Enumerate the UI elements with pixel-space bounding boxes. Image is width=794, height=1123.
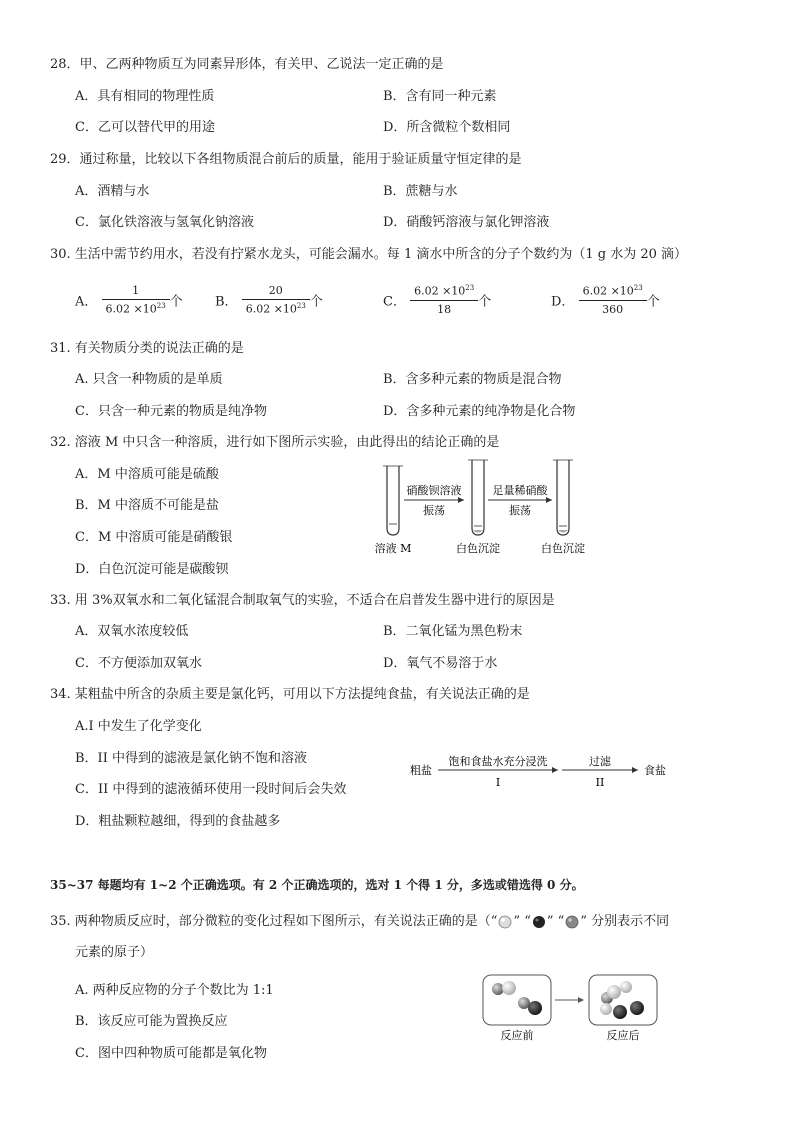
section-instructions: 35~37 每题均有 1~2 个正确选项。有 2 个正确选项的，选对 1 个得 1 分，多选或错选得 0 分。 [50, 878, 584, 892]
q30-option-a-label: A． [75, 294, 98, 310]
fraction-numerator: 20 [242, 284, 310, 300]
reagent-1-label: 硝酸钡溶液 [406, 484, 462, 497]
q30-option-d-label: D． [551, 294, 575, 310]
light-grey-atom-icon [497, 915, 513, 929]
unit: 个 [169, 294, 183, 310]
step-1-label: 饱和食盐水充分浸洗 [448, 755, 548, 768]
q32-option-c: C．M 中溶质可能是硝酸银 [75, 530, 233, 545]
q30-option-c-fraction [410, 284, 478, 316]
q29-option-b: B．蔗糖与水 [383, 184, 458, 199]
q32-option-a: A．M 中溶质可能是硫酸 [75, 467, 219, 482]
exponent: 23 [296, 302, 306, 310]
before-box [483, 975, 551, 1025]
exponent: 23 [465, 284, 475, 292]
unit: 个 [478, 294, 492, 310]
denominator-base: 6.02 ×10 [245, 302, 297, 316]
numerator-base: 6.02 ×10 [582, 284, 634, 298]
question-31-stem: 31. 有关物质分类的说法正确的是 [50, 341, 244, 356]
q29-option-d: D．硝酸钙溶液与氯化钾溶液 [383, 215, 550, 230]
q31-option-b: B．含多种元素的物质是混合物 [383, 372, 562, 387]
denominator-base: 6.02 ×10 [105, 302, 157, 316]
fraction-denominator: 360 [602, 302, 624, 316]
shake-2-label: 振荡 [509, 504, 531, 517]
q33-option-d: D．氧气不易溶于水 [383, 656, 498, 671]
q34-purification-flow [410, 752, 700, 794]
q28-option-c: C．乙可以替代甲的用途 [75, 120, 215, 135]
q35-stem-separator: ” “ [513, 914, 531, 929]
tube-2-label: 白色沉淀 [456, 542, 500, 555]
test-tube-2 [472, 460, 484, 535]
q31-option-c: C．只含一种元素的物质是纯净物 [75, 404, 267, 419]
shake-1-label: 振荡 [423, 504, 445, 517]
unit: 个 [309, 294, 323, 310]
question-35-stem [50, 913, 669, 931]
q34-option-b: B．II 中得到的滤液是氯化钠不饱和溶液 [75, 751, 307, 766]
q33-option-a: A．双氧水浓度较低 [75, 624, 189, 639]
fraction-denominator [102, 300, 170, 316]
step-2-label: 过滤 [589, 755, 611, 768]
exponent: 23 [633, 284, 643, 292]
question-28-stem: 28．甲、乙两种物质互为同素异形体，有关甲、乙说法一定正确的是 [50, 57, 444, 72]
q32-option-b: B．M 中溶质不可能是盐 [75, 498, 219, 513]
q29-option-a: A．酒精与水 [75, 184, 150, 199]
q35-stem-part-1: 35. 两种物质反应时，部分微粒的变化过程如下图所示，有关说法正确的是（“ [50, 914, 498, 929]
q35-reaction-diagram [480, 972, 662, 1044]
q30-option-b-fraction [242, 284, 310, 316]
tube-1-label: 溶液 M [374, 542, 412, 555]
q35-stem-part-2: ” 分别表示不同 [580, 914, 670, 929]
q32-experiment-diagram [370, 456, 600, 560]
tube-3-label: 白色沉淀 [541, 542, 585, 555]
q34-option-c: C．II 中得到的滤液循环使用一段时间后会失效 [75, 782, 347, 797]
q31-option-a: A. 只含一种物质的是单质 [75, 372, 223, 387]
test-tube-3 [557, 460, 569, 535]
step-1-numeral: I [495, 776, 501, 789]
q28-option-d: D．所含微粒个数相同 [383, 120, 511, 135]
flow-end-label: 食盐 [644, 764, 666, 777]
q30-option-c-label: C． [383, 294, 406, 310]
q30-option-b [215, 284, 323, 316]
question-34-stem: 34. 某粗盐中所含的杂质主要是氯化钙，可用以下方法提纯食盐，有关说法正确的是 [50, 687, 530, 702]
q30-option-a-fraction [102, 284, 170, 316]
question-29-stem: 29．通过称量，比较以下各组物质混合前后的质量，能用于验证质量守恒定律的是 [50, 152, 522, 167]
exponent: 23 [156, 302, 166, 310]
q30-option-d-fraction [579, 284, 647, 316]
fraction-denominator: 18 [437, 302, 452, 316]
fraction-denominator [242, 300, 310, 316]
q31-option-d: D．含多种元素的纯净物是化合物 [383, 404, 576, 419]
black-atom-icon [531, 915, 547, 929]
q34-option-a: A.I 中发生了化学变化 [75, 719, 202, 734]
after-label: 反应后 [606, 1029, 640, 1042]
fraction-numerator [410, 284, 478, 301]
q32-option-d: D．白色沉淀可能是碳酸钡 [75, 562, 229, 577]
q28-option-a: A．具有相同的物理性质 [75, 89, 215, 104]
q33-option-c: C．不方便添加双氧水 [75, 656, 202, 671]
fraction-numerator: 1 [102, 284, 170, 300]
q30-option-a [75, 284, 183, 316]
q28-option-b: B．含有同一种元素 [383, 89, 497, 104]
grey-atom-icon [564, 915, 580, 929]
q30-option-d [551, 284, 660, 316]
before-label: 反应前 [500, 1029, 534, 1042]
fraction-numerator [579, 284, 647, 301]
question-35-stem-line-2: 元素的原子） [75, 945, 154, 960]
q35-option-c: C．图中四种物质可能都是氧化物 [75, 1046, 267, 1061]
numerator-base: 6.02 ×10 [414, 284, 466, 298]
question-33-stem: 33. 用 3%双氧水和二氧化锰混合制取氧气的实验，不适合在启普发生器中进行的原因是 [50, 593, 555, 608]
q33-option-b: B．二氧化锰为黑色粉末 [383, 624, 523, 639]
step-2-numeral: II [595, 776, 605, 789]
q30-option-c [383, 284, 491, 316]
q35-option-b: B．该反应可能为置换反应 [75, 1014, 228, 1029]
test-tube-1 [387, 466, 399, 535]
q34-option-d: D．粗盐颗粒越细，得到的食盐越多 [75, 814, 281, 829]
unit: 个 [646, 294, 660, 310]
q29-option-c: C．氯化铁溶液与氢氧化钠溶液 [75, 215, 254, 230]
flow-start-label: 粗盐 [410, 764, 432, 777]
q35-option-a: A. 两种反应物的分子个数比为 1:1 [75, 983, 274, 998]
reagent-2-label: 足量稀硝酸 [492, 484, 548, 497]
question-32-stem: 32. 溶液 M 中只含一种溶质，进行如下图所示实验，由此得出的结论正确的是 [50, 435, 500, 450]
q35-stem-separator: ” “ [546, 914, 565, 929]
q30-option-b-label: B． [215, 294, 238, 310]
question-30-stem: 30. 生活中需节约用水，若没有拧紧水龙头，可能会漏水。每 1 滴水中所含的分子个数约为（1 g 水为 20 滴） [50, 247, 688, 262]
